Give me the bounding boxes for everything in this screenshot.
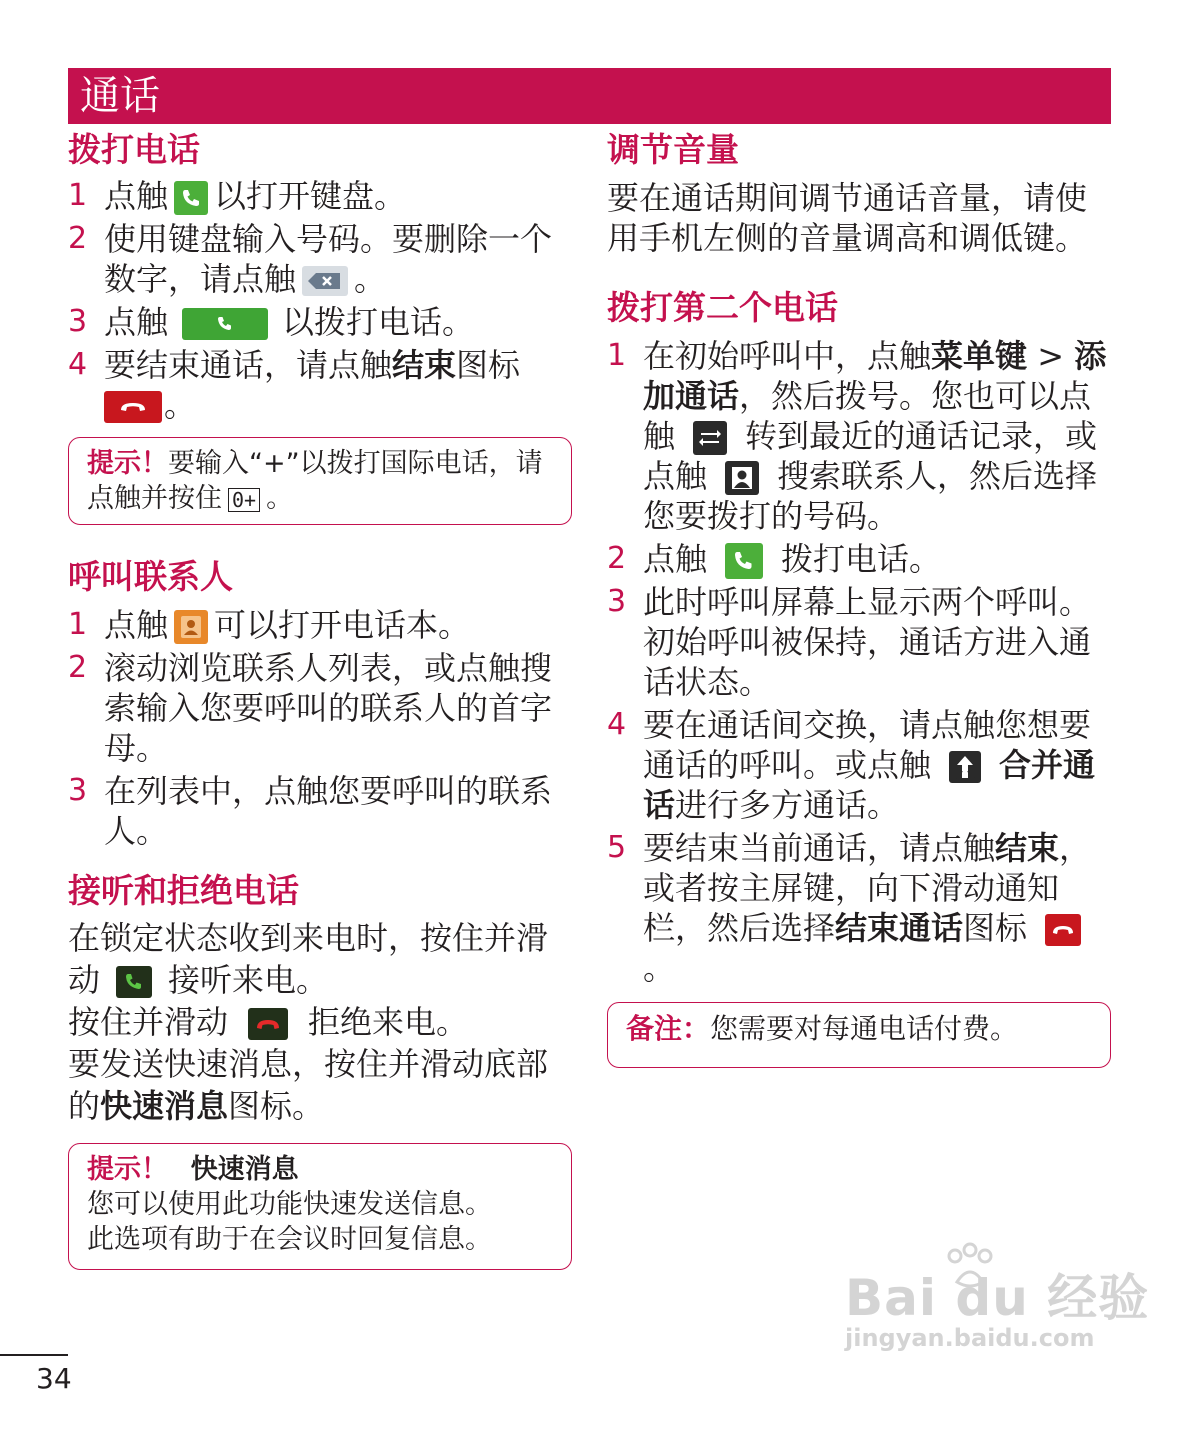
dial-steps xyxy=(68,176,568,425)
list-item: 5 要结束当前通话，请点触结束，或者按主屏键，向下滑动通知栏，然后选择结束通话图标 。 xyxy=(607,829,1092,987)
step-number: 1 xyxy=(68,607,88,642)
merge-calls-icon xyxy=(949,751,981,783)
watermark-url: jingyan.baidu.com xyxy=(845,1324,1095,1352)
call-button-icon xyxy=(182,308,268,340)
page-number: 34 xyxy=(36,1362,72,1395)
step-number: 4 xyxy=(68,347,88,382)
answer-call-icon xyxy=(116,966,152,998)
section-title-contacts: 呼叫联系人 xyxy=(68,557,233,596)
tip-box-quick-message xyxy=(68,1143,572,1270)
section-title-second-call: 拨打第二个电话 xyxy=(607,288,838,327)
section-banner xyxy=(68,68,1111,124)
tip-line: 此选项有助于在会议时回复信息。 xyxy=(87,1224,492,1255)
reject-call-icon xyxy=(248,1008,288,1040)
list-item: 3 在列表中，点触您要呼叫的联系人。 xyxy=(68,772,553,850)
step-number: 4 xyxy=(607,707,627,742)
section-title-volume: 调节音量 xyxy=(607,130,739,169)
section-title-dial: 拨打电话 xyxy=(68,130,200,169)
list-item: 3 点触 以拨打电话。 xyxy=(68,303,475,341)
list-item: 4 要在通话间交换，请点触您想要通话的呼叫。或点触 合并通话进行多方通话。 xyxy=(607,706,1096,824)
step-number: 3 xyxy=(68,304,88,339)
step-number: 3 xyxy=(68,773,88,808)
list-item: 4 要结束通话，请点触结束图标 。 xyxy=(68,346,521,424)
backspace-icon xyxy=(302,266,348,296)
list-item: 3 此时呼叫屏幕上显示两个呼叫。初始呼叫被保持，通话方进入通话状态。 xyxy=(607,583,1092,701)
right-column xyxy=(607,126,1111,1068)
list-item: 1 点触 可以打开电话本。 xyxy=(68,606,471,644)
baidu-watermark xyxy=(845,1258,1149,1352)
quick-message-paragraph: 要发送快速消息，按住并滑动底部的快速消息图标。 xyxy=(68,1045,549,1125)
page-title: 通话 xyxy=(80,73,160,119)
watermark-logo: Bai du 经验 xyxy=(845,1269,1150,1327)
step-number: 5 xyxy=(607,830,627,865)
contacts-steps xyxy=(68,605,568,851)
phone-app-icon xyxy=(174,181,208,215)
step-number: 2 xyxy=(68,221,88,256)
step-number: 2 xyxy=(607,541,627,576)
step-number: 3 xyxy=(607,584,627,619)
step-number: 2 xyxy=(68,650,88,685)
list-item: 1 在初始呼叫中，点触菜单键 > 添加通话，然后拨号。您也可以点触 转到最近的通话记录，或点触 搜索联系人，然后选择您要拨打的号码。 xyxy=(607,337,1107,535)
paw-icon xyxy=(935,1242,1005,1292)
step-number: 1 xyxy=(607,338,627,373)
zero-plus-key-icon: 0+ xyxy=(228,488,260,512)
note-label: 备注： xyxy=(626,1012,711,1045)
second-call-steps xyxy=(607,336,1111,988)
tip-label: 提示！ xyxy=(87,1154,168,1185)
call-log-switch-icon xyxy=(693,421,727,455)
contact-search-icon xyxy=(725,461,759,495)
tip-label: 提示！ xyxy=(87,448,168,479)
end-call-icon xyxy=(104,391,162,423)
tip-box-international: 提示！要输入“+”以拨打国际电话，请点触并按住 0+ 。 xyxy=(68,437,572,525)
reject-paragraph: 按住并滑动 拒绝来电。 xyxy=(68,1003,469,1041)
dial-call-icon xyxy=(725,543,763,579)
list-item: 2 点触 拨打电话。 xyxy=(607,540,942,578)
list-item: 2 使用键盘输入号码。要删除一个数字，请点触 。 xyxy=(68,220,553,298)
volume-paragraph: 要在通话期间调节通话音量，请使用手机左侧的音量调高和调低键。 xyxy=(607,179,1088,257)
step-number: 1 xyxy=(68,178,88,213)
list-item: 1 点触 以打开键盘。 xyxy=(68,177,407,215)
list-item: 2 滚动浏览联系人列表，或点触搜索输入您要呼叫的联系人的首字母。 xyxy=(68,649,553,767)
left-column xyxy=(68,126,568,1270)
page-number-rule xyxy=(0,1354,68,1356)
contacts-app-icon xyxy=(174,610,208,644)
end-call-icon xyxy=(1045,914,1081,946)
note-box: 备注：您需要对每通电话付费。 xyxy=(607,1002,1111,1068)
tip-heading: 快速消息 xyxy=(190,1154,299,1185)
tip-line: 您可以使用此功能快速发送信息。 xyxy=(87,1189,492,1220)
section-title-answer-reject: 接听和拒绝电话 xyxy=(68,871,299,910)
answer-paragraph: 在锁定状态收到来电时，按住并滑动 接听来电。 xyxy=(68,919,549,999)
